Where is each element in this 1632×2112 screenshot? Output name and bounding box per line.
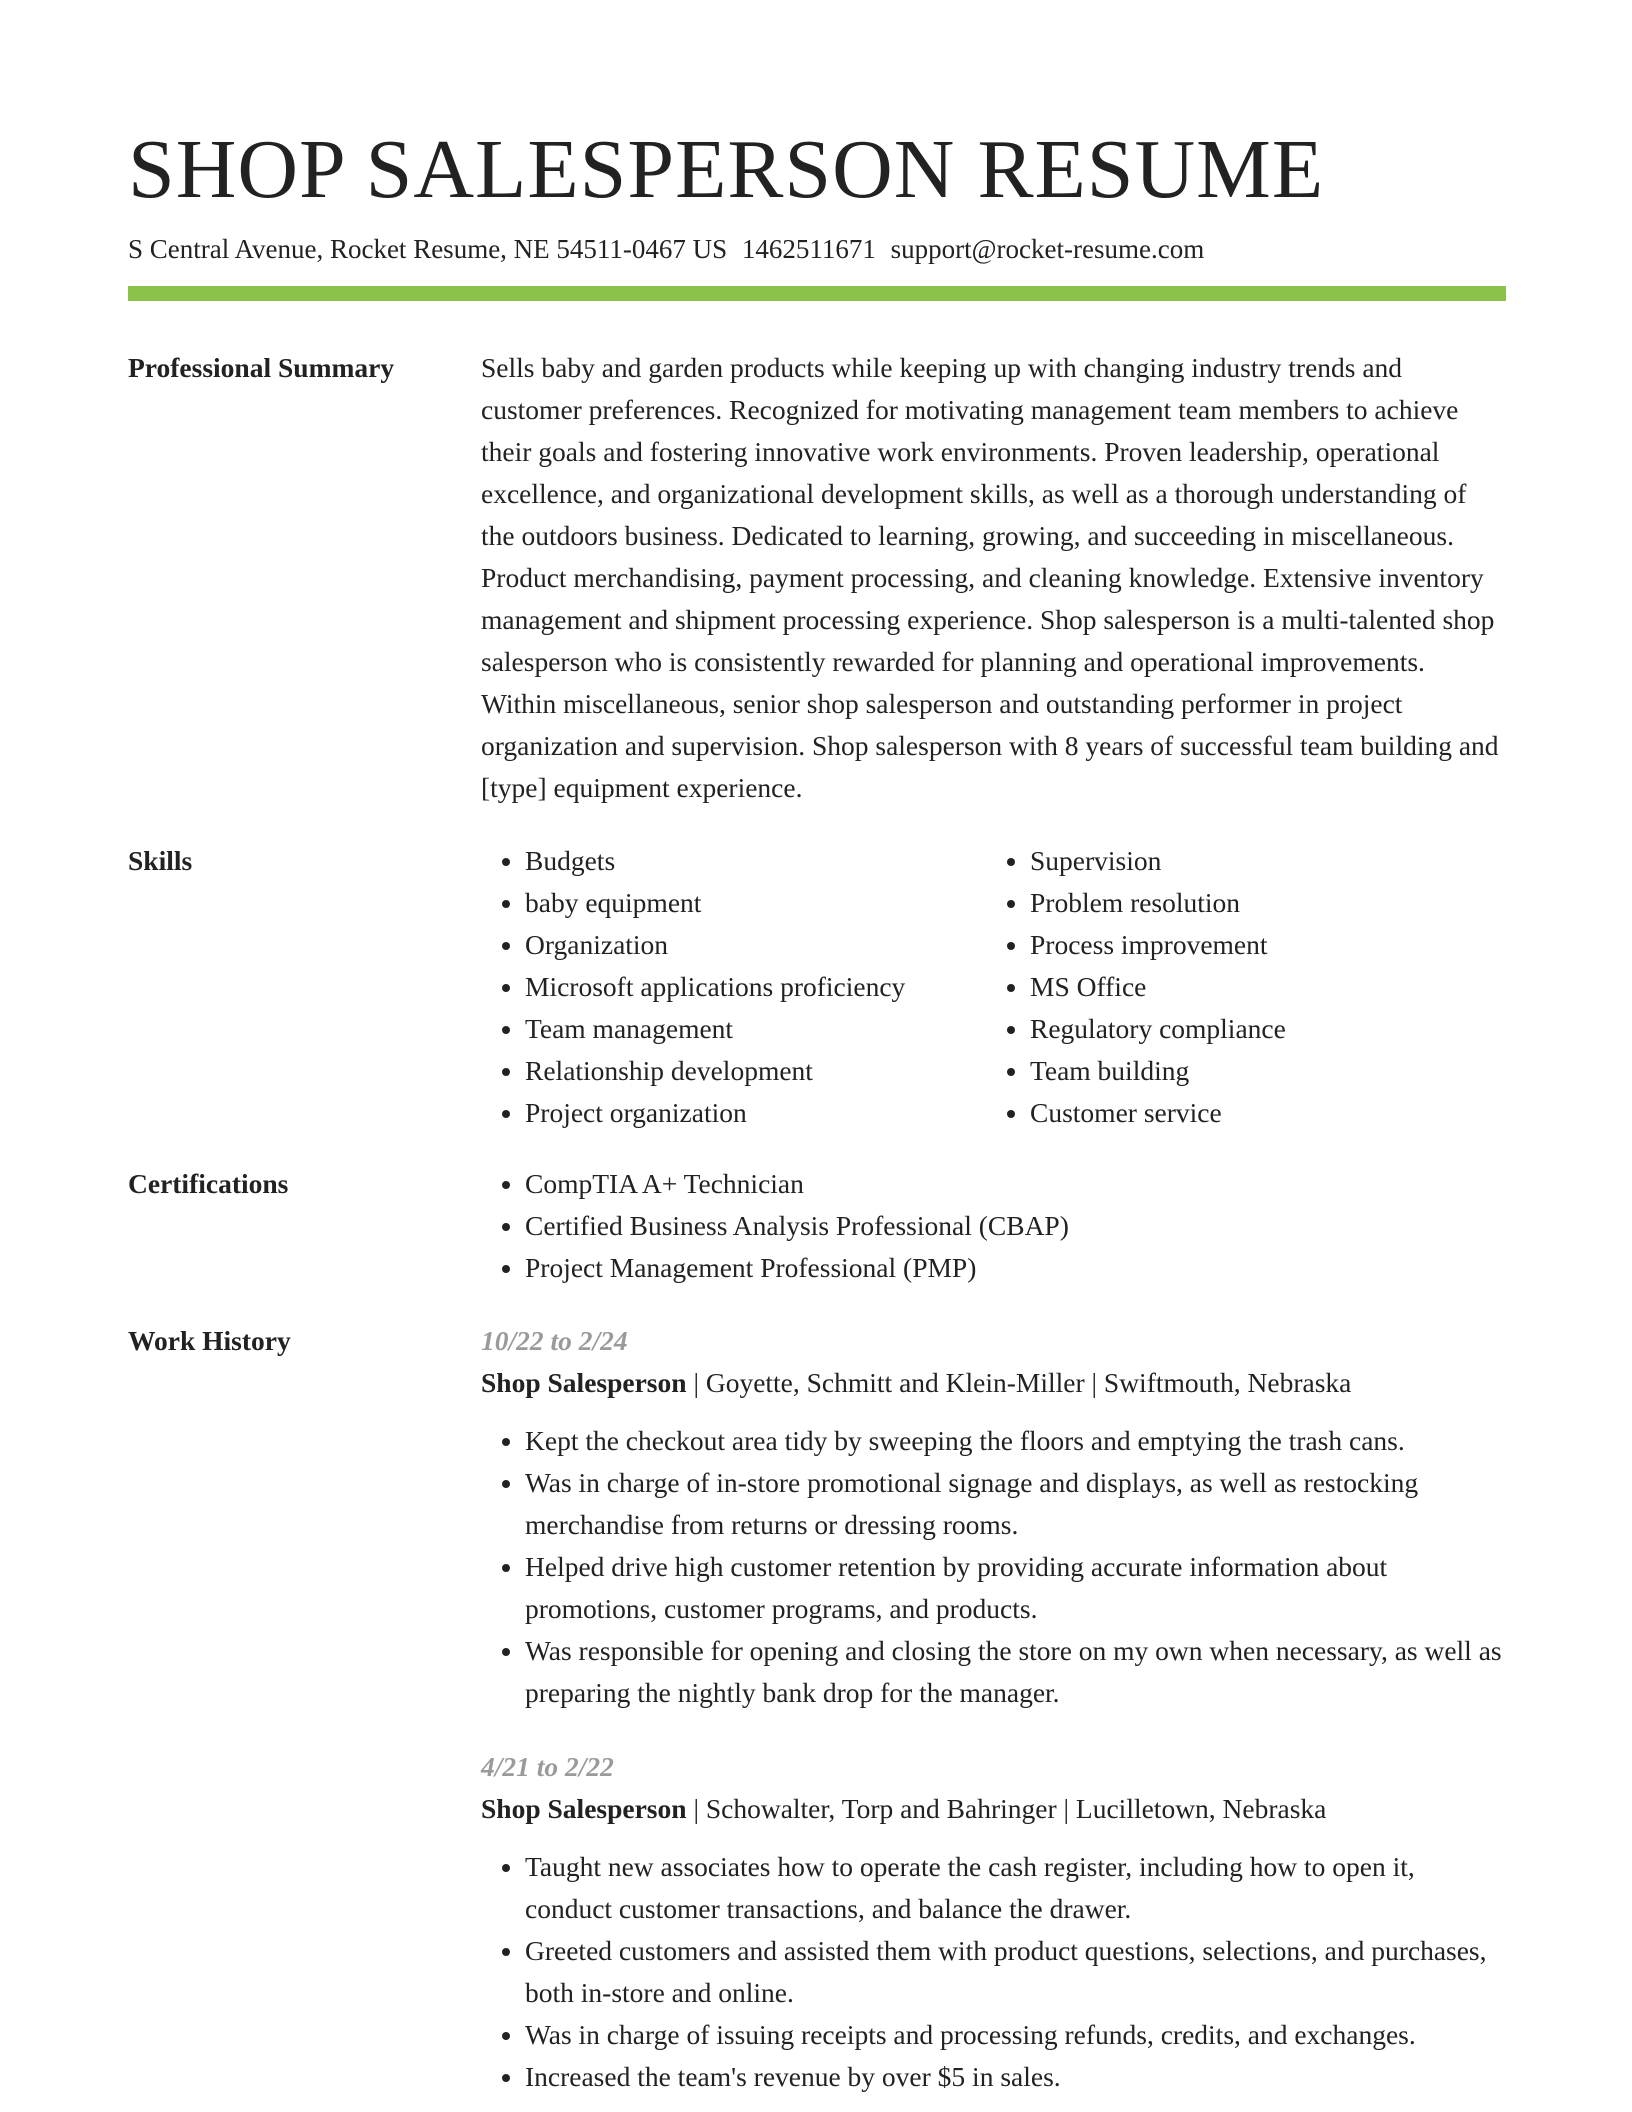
- job-dates: 10/22 to 2/24: [481, 1325, 628, 1356]
- address: S Central Avenue, Rocket Resume, NE 54511-0467 US: [128, 234, 728, 264]
- job-title: Shop Salesperson: [481, 1793, 687, 1824]
- summary-text: Sells baby and garden products while keeping up with changing industry trends and customer preferences. Recognized for motivating management team members to achieve their goals and fostering innovative work environments. Proven leadership, operational excellence, and organizational development skills, as well as a thorough understanding of the outdoors business. Dedicated to learning, growing, and succeeding in miscellaneous. Product merchandising, payment processing, and cleaning knowledge. Extensive inventory management and shipment processing experience. Shop salesperson is a multi-talented shop salesperson who is consistently rewarded for planning and operational improvements. Within miscellaneous, senior shop salesperson and outstanding performer in project organization and supervision. Shop salesperson with 8 years of successful team building and [type] equipment experience.: [481, 352, 1499, 803]
- skills-list-left: [481, 840, 986, 1134]
- job-heading: Shop Salesperson | Goyette, Schmitt and Klein-Miller | Swiftmouth, Nebraska: [481, 1367, 1352, 1398]
- job-bullet: • Helped drive high customer retention by providing accurate information about promotions, customer programs, and products.: [525, 1546, 1506, 1630]
- job-location: Lucilletown, Nebraska: [1075, 1793, 1327, 1824]
- skill-item: • baby equipment: [525, 882, 986, 924]
- contact-line: [128, 232, 1204, 266]
- job-bullets: [481, 1420, 1506, 1714]
- job-bullet: • Was in charge of in-store promotional signage and displays, as well as restocking merchandise from returns or dressing rooms.: [525, 1462, 1506, 1546]
- skill-item: • MS Office: [1030, 966, 1491, 1008]
- certifications-list: [481, 1163, 1506, 1289]
- job-heading: Shop Salesperson | Schowalter, Torp and Bahringer | Lucilletown, Nebraska: [481, 1793, 1327, 1824]
- job-entry: [481, 1320, 1506, 1714]
- skill-item: • Project organization: [525, 1092, 986, 1134]
- job-bullets: [481, 1846, 1506, 2098]
- skill-item: • Team management: [525, 1008, 986, 1050]
- job-location: Swiftmouth, Nebraska: [1103, 1367, 1352, 1398]
- skill-item: • Organization: [525, 924, 986, 966]
- work-history-label: Work History: [128, 1325, 291, 1356]
- job-title: Shop Salesperson: [481, 1367, 687, 1398]
- job-bullet: • Was in charge of issuing receipts and processing refunds, credits, and exchanges.: [525, 2014, 1506, 2056]
- job-bullet: • Greeted customers and assisted them with product questions, selections, and purchases, both in-store and online.: [525, 1930, 1506, 2014]
- skills-list-right: [986, 840, 1491, 1134]
- certifications-label: Certifications: [128, 1168, 289, 1199]
- skill-item: • Process improvement: [1030, 924, 1491, 966]
- job-employer: Goyette, Schmitt and Klein-Miller: [705, 1367, 1085, 1398]
- job-bullet: • Taught new associates how to operate the cash register, including how to open it, conduct customer transactions, and balance the drawer.: [525, 1846, 1506, 1930]
- summary-label: Professional Summary: [128, 352, 395, 383]
- job-employer: Schowalter, Torp and Bahringer: [705, 1793, 1057, 1824]
- skill-item: • Budgets: [525, 840, 986, 882]
- accent-divider: [128, 286, 1506, 301]
- job-bullet: • Increased the team's revenue by over $5 in sales.: [525, 2056, 1506, 2098]
- job-entry: [481, 1746, 1506, 2098]
- certification-item: • Certified Business Analysis Professional (CBAP): [525, 1205, 1506, 1247]
- resume-title: SHOP SALESPERSON RESUME: [128, 123, 1325, 216]
- email: support@rocket-resume.com: [890, 234, 1205, 264]
- skill-item: • Microsoft applications proficiency: [525, 966, 986, 1008]
- skill-item: • Customer service: [1030, 1092, 1491, 1134]
- skill-item: • Team building: [1030, 1050, 1491, 1092]
- skill-item: • Problem resolution: [1030, 882, 1491, 924]
- job-bullet: • Kept the checkout area tidy by sweeping the floors and emptying the trash cans.: [525, 1420, 1506, 1462]
- skill-item: • Supervision: [1030, 840, 1491, 882]
- job-dates: 4/21 to 2/22: [481, 1751, 614, 1782]
- skill-item: • Relationship development: [525, 1050, 986, 1092]
- skill-item: • Regulatory compliance: [1030, 1008, 1491, 1050]
- certification-item: • CompTIA A+ Technician: [525, 1163, 1506, 1205]
- job-bullet: • Was responsible for opening and closing the store on my own when necessary, as well as preparing the nightly bank drop for the manager.: [525, 1630, 1506, 1714]
- skills-label: Skills: [128, 845, 193, 876]
- phone: 1462511671: [741, 234, 876, 264]
- certification-item: • Project Management Professional (PMP): [525, 1247, 1506, 1289]
